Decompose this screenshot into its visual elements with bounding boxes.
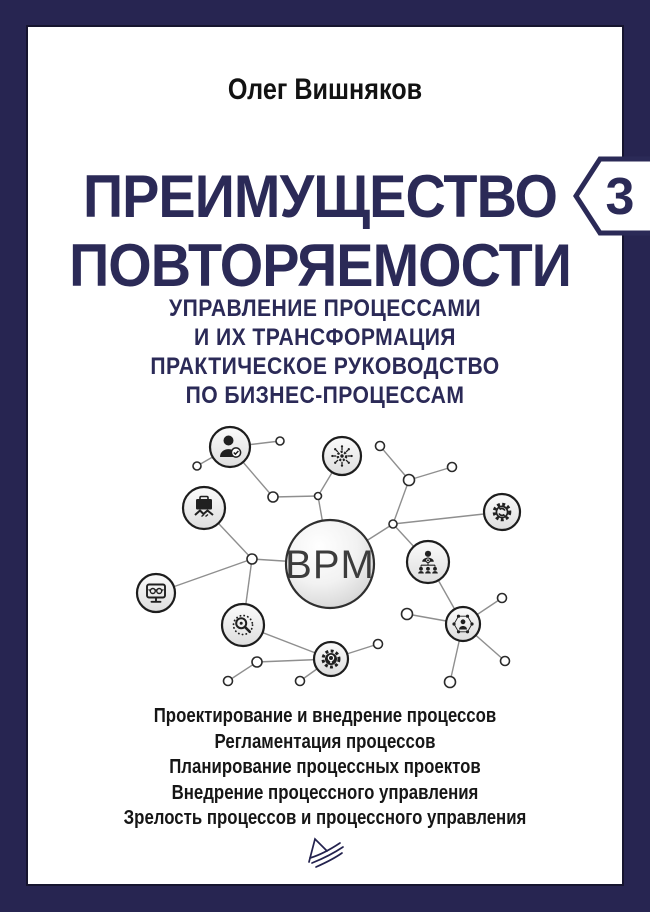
piter-sail-logo-icon: [309, 839, 343, 867]
piter-publisher-logo: [303, 836, 347, 870]
subtitle2-line2: ПО БИЗНЕС-ПРОЦЕССАМ: [185, 382, 465, 409]
author-name: Олег Вишняков: [227, 73, 423, 106]
topics-list: [59, 703, 592, 831]
node-gear-spokes: [323, 437, 361, 475]
node-monitor-glasses: [137, 574, 175, 612]
edition-number: 3: [605, 168, 635, 226]
topic-item: Планирование процессных проектов: [169, 755, 481, 778]
topic-item: Проектирование и внедрение процессов: [153, 704, 497, 727]
bpm-network-diagram: [28, 415, 622, 710]
node-manager-team: [407, 541, 449, 583]
book-title-line1: ПРЕИМУЩЕСТВО: [82, 163, 558, 230]
node-briefcase-handshake: [183, 487, 225, 529]
subtitle-practical-guide: [39, 352, 611, 410]
book-title: [22, 162, 617, 300]
subtitle-process-management: [39, 294, 611, 352]
bpm-sphere: [285, 520, 375, 608]
subtitle1-line1: УПРАВЛЕНИЕ ПРОЦЕССАМИ: [168, 295, 481, 322]
topic-item: Зрелость процессов и процессного управления: [123, 806, 527, 829]
node-gear-idea: [314, 642, 348, 676]
subtitle2-line1: ПРАКТИЧЕСКОЕ РУКОВОДСТВО: [150, 353, 500, 380]
node-process-search: [222, 604, 264, 646]
subtitle1-line2: И ИХ ТРАНСФОРМАЦИЯ: [194, 324, 456, 351]
edition-badge: [573, 150, 650, 242]
gear-spokes-icon: [331, 445, 353, 467]
node-user-network: [446, 607, 480, 641]
book-title-line2: ПОВТОРЯЕМОСТИ: [69, 232, 571, 299]
node-user-approved: [210, 427, 250, 467]
topic-item: Регламентация процессов: [214, 729, 436, 753]
briefcase-handshake-icon: [195, 497, 213, 517]
bpm-label: BPM: [285, 543, 375, 587]
node-gear-sync: [484, 494, 520, 530]
topic-item: Внедрение процессного управления: [171, 780, 479, 804]
